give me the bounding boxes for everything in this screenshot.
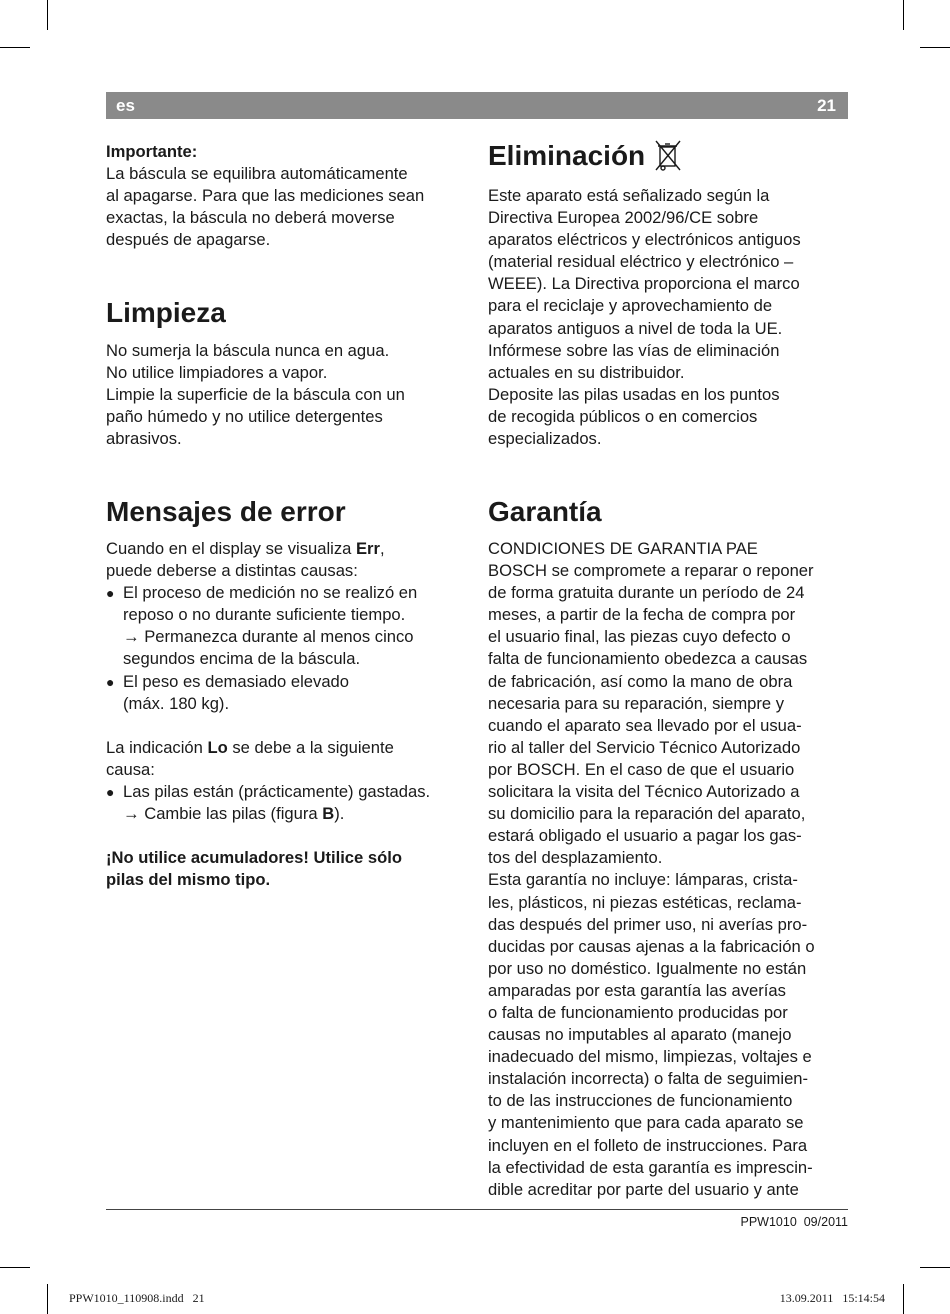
garantia-line: Esta garantía no incluye: lámparas, crista- — [488, 870, 798, 890]
garantia-line: de forma gratuita durante un período de 24 — [488, 583, 805, 603]
crop-mark — [920, 47, 950, 48]
eliminacion-line: actuales en su distribuidor. — [488, 362, 685, 382]
eliminacion-line: aparatos eléctricos y electrónicos antiguos — [488, 230, 801, 250]
garantia-line: das después del primer uso, ni averías pro- — [488, 914, 808, 934]
garantia-line: BOSCH se compromete a reparar o reponer — [488, 561, 814, 581]
mensajes-intro-text: Cuando en el display se visualiza — [106, 539, 356, 558]
list-item-line: (máx. 180 kg). — [123, 693, 230, 713]
crop-mark — [47, 1284, 48, 1314]
garantia-line: estará obligado el usuario a pagar los gas- — [488, 826, 802, 846]
garantia-line: su domicilio para la reparación del aparato, — [488, 804, 806, 824]
garantia-line: o falta de funcionamiento producidas por — [488, 1002, 788, 1022]
warning-line: ¡No utilice acumuladores! Utilice sólo — [106, 848, 402, 868]
eliminacion-line: Infórmese sobre las vías de eliminación — [488, 340, 780, 360]
lo-intro — [106, 737, 468, 759]
mensajes-intro — [106, 538, 468, 560]
importante-line: al apagarse. Para que las mediciones sean — [106, 186, 425, 206]
crop-mark — [47, 0, 48, 30]
importante-section — [106, 141, 468, 251]
warning-line: pilas del mismo tipo. — [106, 870, 271, 890]
eliminacion-heading: Eliminación — [488, 140, 646, 171]
list-item — [106, 582, 468, 670]
eliminacion-section — [488, 185, 850, 450]
garantia-line: de fabricación, así como la mano de obra — [488, 671, 793, 691]
footer-rule — [106, 1209, 848, 1210]
list-item — [106, 781, 468, 825]
footer-model-date — [741, 1215, 849, 1229]
eliminacion-line: de recogida públicos o en comercios — [488, 406, 758, 426]
language-code: es — [116, 96, 135, 115]
eliminacion-line: aparatos antiguos a nivel de toda la UE. — [488, 318, 783, 338]
crop-mark — [903, 1284, 904, 1314]
garantia-line: y mantenimiento que para cada aparato se — [488, 1113, 804, 1133]
limpieza-line: abrasivos. — [106, 429, 182, 449]
list-item-line: reposo o no durante suficiente tiempo. — [123, 605, 406, 625]
garantia-line: falta de funcionamiento obedezca a causas — [488, 649, 808, 669]
limpieza-section — [106, 340, 468, 450]
garantia-line: el usuario final, las piezas cuyo defecto o — [488, 627, 791, 647]
mensajes-heading: Mensajes de error — [106, 496, 346, 527]
garantia-line: solicitara la visita del Técnico Autorizado a — [488, 782, 800, 802]
slug-timestamp: 13.09.2011 15:14:54 — [779, 1291, 885, 1305]
garantia-line: ducidas por causas ajenas a la fabricación o — [488, 936, 815, 956]
list-item-line: ● Las pilas están (prácticamente) gastadas. — [123, 781, 431, 801]
garantia-line: amparadas por esta garantía las averías — [488, 980, 786, 1000]
garantia-heading: Garantía — [488, 496, 602, 527]
list-item-line: ● El peso es demasiado elevado — [123, 671, 350, 691]
lo-intro-line2: causa: — [106, 759, 155, 779]
garantia-line: por BOSCH. En el caso de que el usuario — [488, 759, 795, 779]
crossed-out-wheelie-bin-icon — [655, 139, 681, 173]
eliminacion-line: Este aparato está señalizado según la — [488, 186, 770, 205]
limpieza-line: No sumerja la báscula nunca en agua. — [106, 341, 390, 360]
eliminacion-line: WEEE). La Directiva proporciona el marco — [488, 274, 800, 294]
crop-mark — [0, 1267, 30, 1268]
crop-mark — [903, 0, 904, 30]
lo-intro-text: La indicación — [106, 737, 208, 757]
lo-intro-text: se debe a la siguiente — [227, 737, 394, 757]
err-code: Err — [355, 539, 380, 558]
garantia-line: CONDICIONES DE GARANTIA PAE — [488, 539, 758, 558]
eliminacion-line: para el reciclaje y aprovechamiento de — [488, 296, 773, 316]
garantia-line: la efectividad de esta garantía es imprescin- — [488, 1157, 813, 1177]
mensajes-section — [106, 538, 468, 891]
eliminacion-line: Directiva Europea 2002/96/CE sobre — [488, 208, 759, 228]
list-item-line: ● El proceso de medición no se realizó en — [123, 583, 418, 603]
list-item-line — [123, 803, 468, 825]
slug-file: PPW1010_110908.indd 21 — [69, 1291, 205, 1305]
limpieza-line: paño húmedo y no utilice detergentes — [106, 407, 383, 427]
page-number: 21 — [817, 96, 836, 115]
garantia-line: tos del desplazamiento. — [488, 848, 663, 868]
list-item-line: segundos encima de la báscula. — [123, 649, 361, 669]
importante-line: exactas, la báscula no deberá moverse — [106, 208, 395, 228]
footer-model: PPW1010 — [740, 1215, 797, 1229]
garantia-line: meses, a partir de la fecha de compra por — [488, 605, 796, 625]
lo-code: Lo — [207, 737, 228, 757]
eliminacion-line: especializados. — [488, 429, 602, 449]
eliminacion-heading-row — [488, 139, 681, 173]
garantia-line: inadecuado del mismo, limpiezas, voltajes e — [488, 1047, 812, 1067]
garantia-line: to de las instrucciones de funcionamiento — [488, 1091, 793, 1111]
list-item-text: ). — [334, 804, 345, 824]
crop-mark — [0, 47, 30, 48]
garantia-line: instalación incorrecta) o falta de seguimien- — [488, 1069, 809, 1089]
list-item-text: → Cambie las pilas (figura — [123, 804, 323, 824]
crop-mark — [920, 1267, 950, 1268]
garantia-line: causas no imputables al aparato (manejo — [488, 1025, 792, 1045]
garantia-line: cuando el aparato sea llevado por el usua- — [488, 715, 802, 735]
garantia-line: necesaria para su reparación, siempre y — [488, 693, 785, 713]
garantia-section — [488, 538, 853, 1201]
eliminacion-line: Deposite las pilas usadas en los puntos — [488, 384, 780, 404]
importante-line: después de apagarse. — [106, 230, 271, 250]
mensajes-intro-punct: , — [379, 539, 385, 558]
list-item-line: → Permanezca durante al menos cinco — [123, 627, 414, 647]
limpieza-line: Limpie la superficie de la báscula con un — [106, 385, 405, 405]
garantia-line: por uso no doméstico. Igualmente no están — [488, 958, 807, 978]
garantia-line: dible acreditar por parte del usuario y ante — [488, 1179, 799, 1199]
mensajes-intro-line2: puede deberse a distintas causas: — [106, 561, 358, 581]
eliminacion-line: (material residual eléctrico y electrónico – — [488, 252, 794, 272]
importante-title: Importante: — [106, 142, 198, 161]
limpieza-heading: Limpieza — [106, 297, 226, 328]
garantia-line: les, plásticos, ni piezas estéticas, reclama- — [488, 892, 802, 912]
importante-line: La báscula se equilibra automáticamente — [106, 164, 408, 184]
err-causes-list — [106, 582, 468, 715]
garantia-line: rio al taller del Servicio Técnico Autorizado — [488, 737, 801, 757]
page-header-bar — [106, 92, 848, 119]
garantia-line: incluyen en el folleto de instrucciones. Para — [488, 1135, 808, 1155]
figure-ref: B — [322, 804, 335, 824]
limpieza-line: No utilice limpiadores a vapor. — [106, 363, 328, 383]
list-item — [106, 671, 468, 715]
footer-date: 09/2011 — [803, 1215, 848, 1229]
lo-causes-list — [106, 781, 468, 825]
